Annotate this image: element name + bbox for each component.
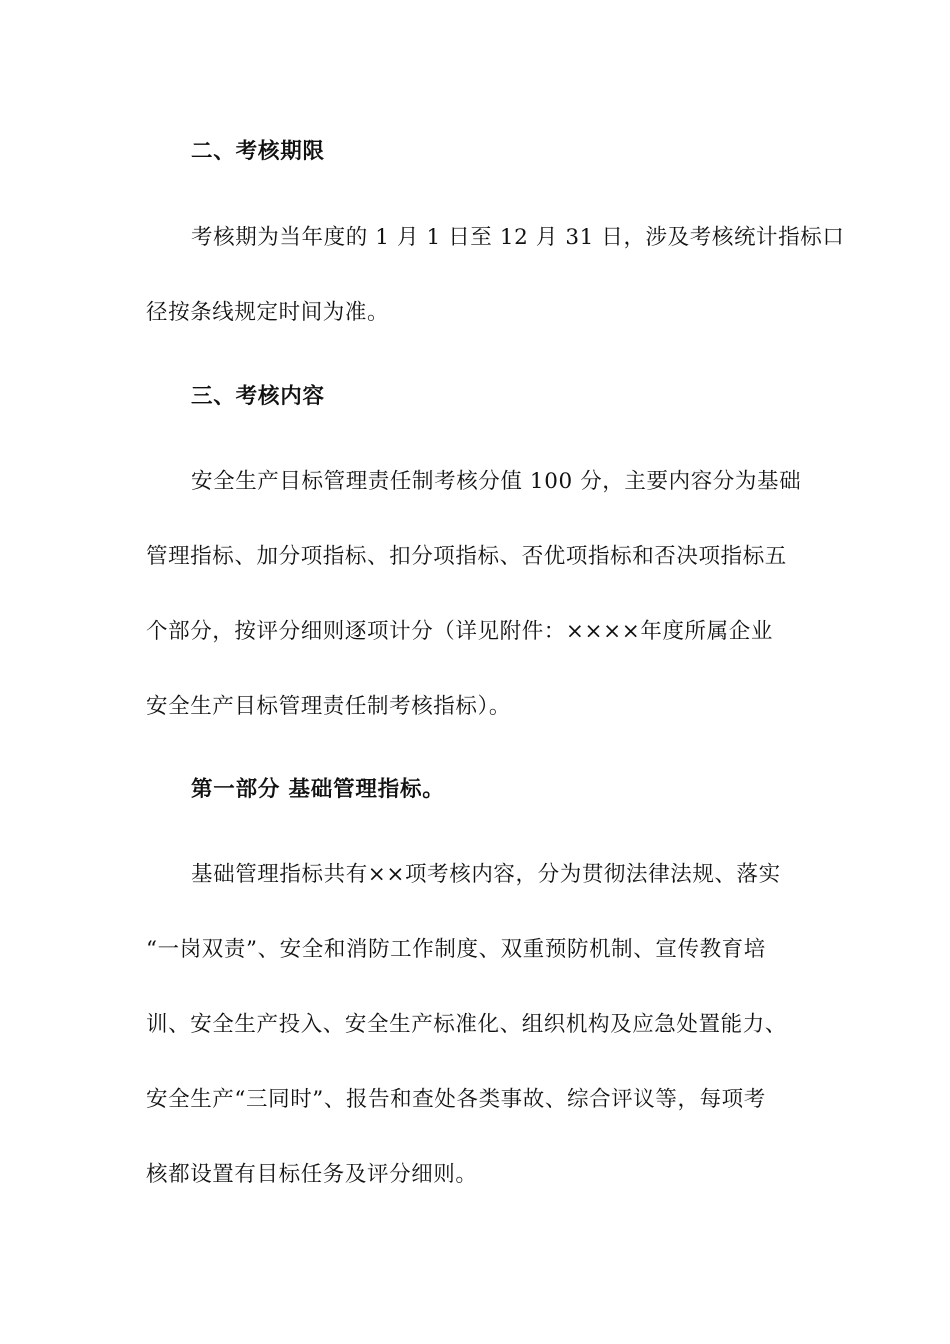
paragraph-line: 安全生产目标管理责任制考核分值 100 分，主要内容分为基础	[191, 469, 802, 494]
paragraph-line: 安全生产“三同时”、报告和查处各类事故、综合评议等，每项考	[146, 1087, 766, 1112]
paragraph-line: 个部分，按评分细则逐项计分（详见附件：××××年度所属企业	[146, 619, 773, 644]
paragraph-line: 基础管理指标共有××项考核内容，分为贯彻法律法规、落实	[191, 862, 781, 887]
section-heading-assessment-content: 三、考核内容	[191, 384, 325, 409]
paragraph-line: 管理指标、加分项指标、扣分项指标、否优项指标和否决项指标五	[146, 544, 787, 569]
paragraph-line: 训、安全生产投入、安全生产标准化、组织机构及应急处置能力、	[146, 1012, 787, 1037]
paragraph-line: “一岗双责”、安全和消防工作制度、双重预防机制、宣传教育培	[146, 937, 766, 962]
paragraph-line: 考核期为当年度的 1 月 1 日至 12 月 31 日，涉及考核统计指标口	[191, 225, 845, 250]
part-heading-basic-management: 第一部分 基础管理指标。	[191, 777, 445, 802]
paragraph-line: 径按条线规定时间为准。	[146, 300, 390, 325]
section-heading-assessment-period: 二、考核期限	[191, 139, 325, 164]
paragraph-line: 核都设置有目标任务及评分细则。	[146, 1162, 478, 1187]
paragraph-line: 安全生产目标管理责任制考核指标）。	[146, 694, 511, 719]
